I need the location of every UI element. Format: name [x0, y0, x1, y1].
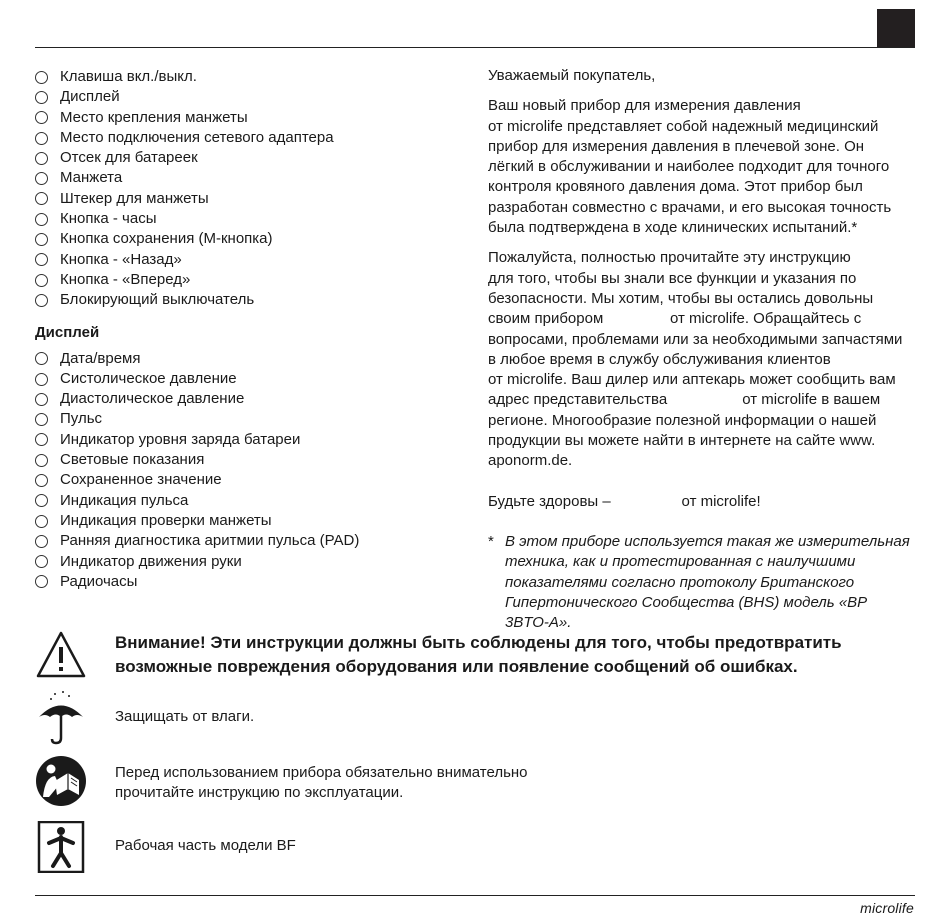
circle-icon	[35, 111, 48, 124]
list-item: Кнопка - «Назад»	[35, 250, 465, 270]
circle-icon	[35, 274, 48, 287]
bottom-rule	[35, 895, 915, 896]
circle-icon	[35, 515, 48, 528]
circle-icon	[35, 535, 48, 548]
umbrella-icon	[35, 690, 87, 746]
list-item: Радиочасы	[35, 572, 465, 592]
list-item: Индикатор уровня заряда батареи	[35, 430, 465, 450]
list-item: Манжета	[35, 168, 465, 188]
circle-icon	[35, 253, 48, 266]
circle-icon	[35, 555, 48, 568]
circle-icon	[35, 172, 48, 185]
moisture-symbol	[35, 690, 87, 746]
circle-icon	[35, 454, 48, 467]
display-heading: Дисплей	[35, 323, 100, 341]
list-item: Систолическое давление	[35, 369, 465, 389]
read-manual-icon	[35, 755, 87, 807]
circle-icon	[35, 233, 48, 246]
list-item: Дисплей	[35, 87, 465, 107]
list-item: Диастолическое давление	[35, 389, 465, 409]
circle-icon	[35, 373, 48, 386]
circle-icon	[35, 352, 48, 365]
list-item: Кнопка - «Вперед»	[35, 270, 465, 290]
list-item: Индикатор движения руки	[35, 552, 465, 572]
circle-icon	[35, 393, 48, 406]
list-item: Клавиша вкл./выкл.	[35, 67, 465, 87]
list-item: Место подключения сетевого адаптера	[35, 128, 465, 148]
greeting: Уважаемый покупатель,	[488, 67, 656, 84]
list-item: Кнопка сохранения (М-кнопка)	[35, 229, 465, 249]
list-item: Место крепления манжеты	[35, 108, 465, 128]
bf-symbol	[35, 821, 87, 873]
footnote: * В этом приборе используется такая же измерительная техника, как и протестированная с наилучшими показателями согласно протоколу Британского Гипертонического Сообщества (BHS) модель «BP 3BTO-A».	[488, 532, 910, 632]
list-item: Индикация проверки манжеты	[35, 511, 465, 531]
brand-logo: microlife	[860, 900, 914, 916]
list-item: Блокирующий выключатель	[35, 290, 465, 310]
circle-icon	[35, 433, 48, 446]
right-column	[488, 66, 918, 633]
section-tab-marker	[877, 9, 915, 47]
bf-text: Рабочая часть модели BF	[115, 837, 296, 854]
footnote-marker: *	[488, 532, 494, 550]
left-column	[35, 67, 465, 592]
circle-icon	[35, 91, 48, 104]
bf-applied-part-icon	[35, 821, 87, 873]
circle-icon	[35, 152, 48, 165]
warning-triangle-icon	[35, 630, 87, 680]
list-item: Штекер для манжеты	[35, 189, 465, 209]
circle-icon	[35, 474, 48, 487]
read-manual-text: Перед использованием прибора обязательно внимательно прочитайте инструкцию по эксплуатации.	[115, 764, 528, 802]
read-manual-symbol	[35, 755, 87, 807]
support-paragraph: Пожалуйста, полностью прочитайте эту инструкцию для того, чтобы вы знали все функции и указания по безопасности. Мы хотим, чтобы вы остались довольны своим прибором от microlife. Обращайтесь с вопросами, проблемами или за необходимыми запчастями в любое время в службу обслуживания клиентов от microlife. Ваш дилер или аптекарь может сообщить вам адрес представительства от microlife в вашем регионе. Многообразие полезной информации о нашей продукции вы можете найти в интернете на сайте www. aponorm.de.	[488, 249, 903, 470]
list-item: Сохраненное значение	[35, 470, 465, 490]
list-item: Пульс	[35, 409, 465, 429]
circle-icon	[35, 192, 48, 205]
display-list	[35, 349, 465, 593]
circle-icon	[35, 132, 48, 145]
list-item: Отсек для батареек	[35, 148, 465, 168]
list-item: Дата/время	[35, 349, 465, 369]
closing-line: Будьте здоровы – от microlife!	[488, 492, 761, 510]
moisture-text: Защищать от влаги.	[115, 708, 255, 725]
intro-paragraph: Ваш новый прибор для измерения давления от microlife представляет собой надежный медицинский прибор для измерения давления в плечевой зоне. Он лёгкий в обслуживании и наиболее подходит для точного контроля кровяного давления дома. Этот прибор был разработан совместно с врачами, и его высокая точность была подтверждена в ходе клинических испытаний.*	[488, 97, 892, 237]
circle-icon	[35, 213, 48, 226]
components-list	[35, 67, 465, 311]
list-item: Индикация пульса	[35, 491, 465, 511]
circle-icon	[35, 494, 48, 507]
circle-icon	[35, 575, 48, 588]
warning-symbol	[35, 630, 87, 680]
warning-text: Внимание! Эти инструкции должны быть соблюдены для того, чтобы предотвратить возможные повреждения оборудования или появление сообщений об ошибках.	[115, 633, 842, 676]
circle-icon	[35, 71, 48, 84]
circle-icon	[35, 413, 48, 426]
top-rule	[35, 47, 915, 48]
list-item: Кнопка - часы	[35, 209, 465, 229]
circle-icon	[35, 294, 48, 307]
list-item: Световые показания	[35, 450, 465, 470]
list-item: Ранняя диагностика аритмии пульса (PAD)	[35, 531, 465, 551]
